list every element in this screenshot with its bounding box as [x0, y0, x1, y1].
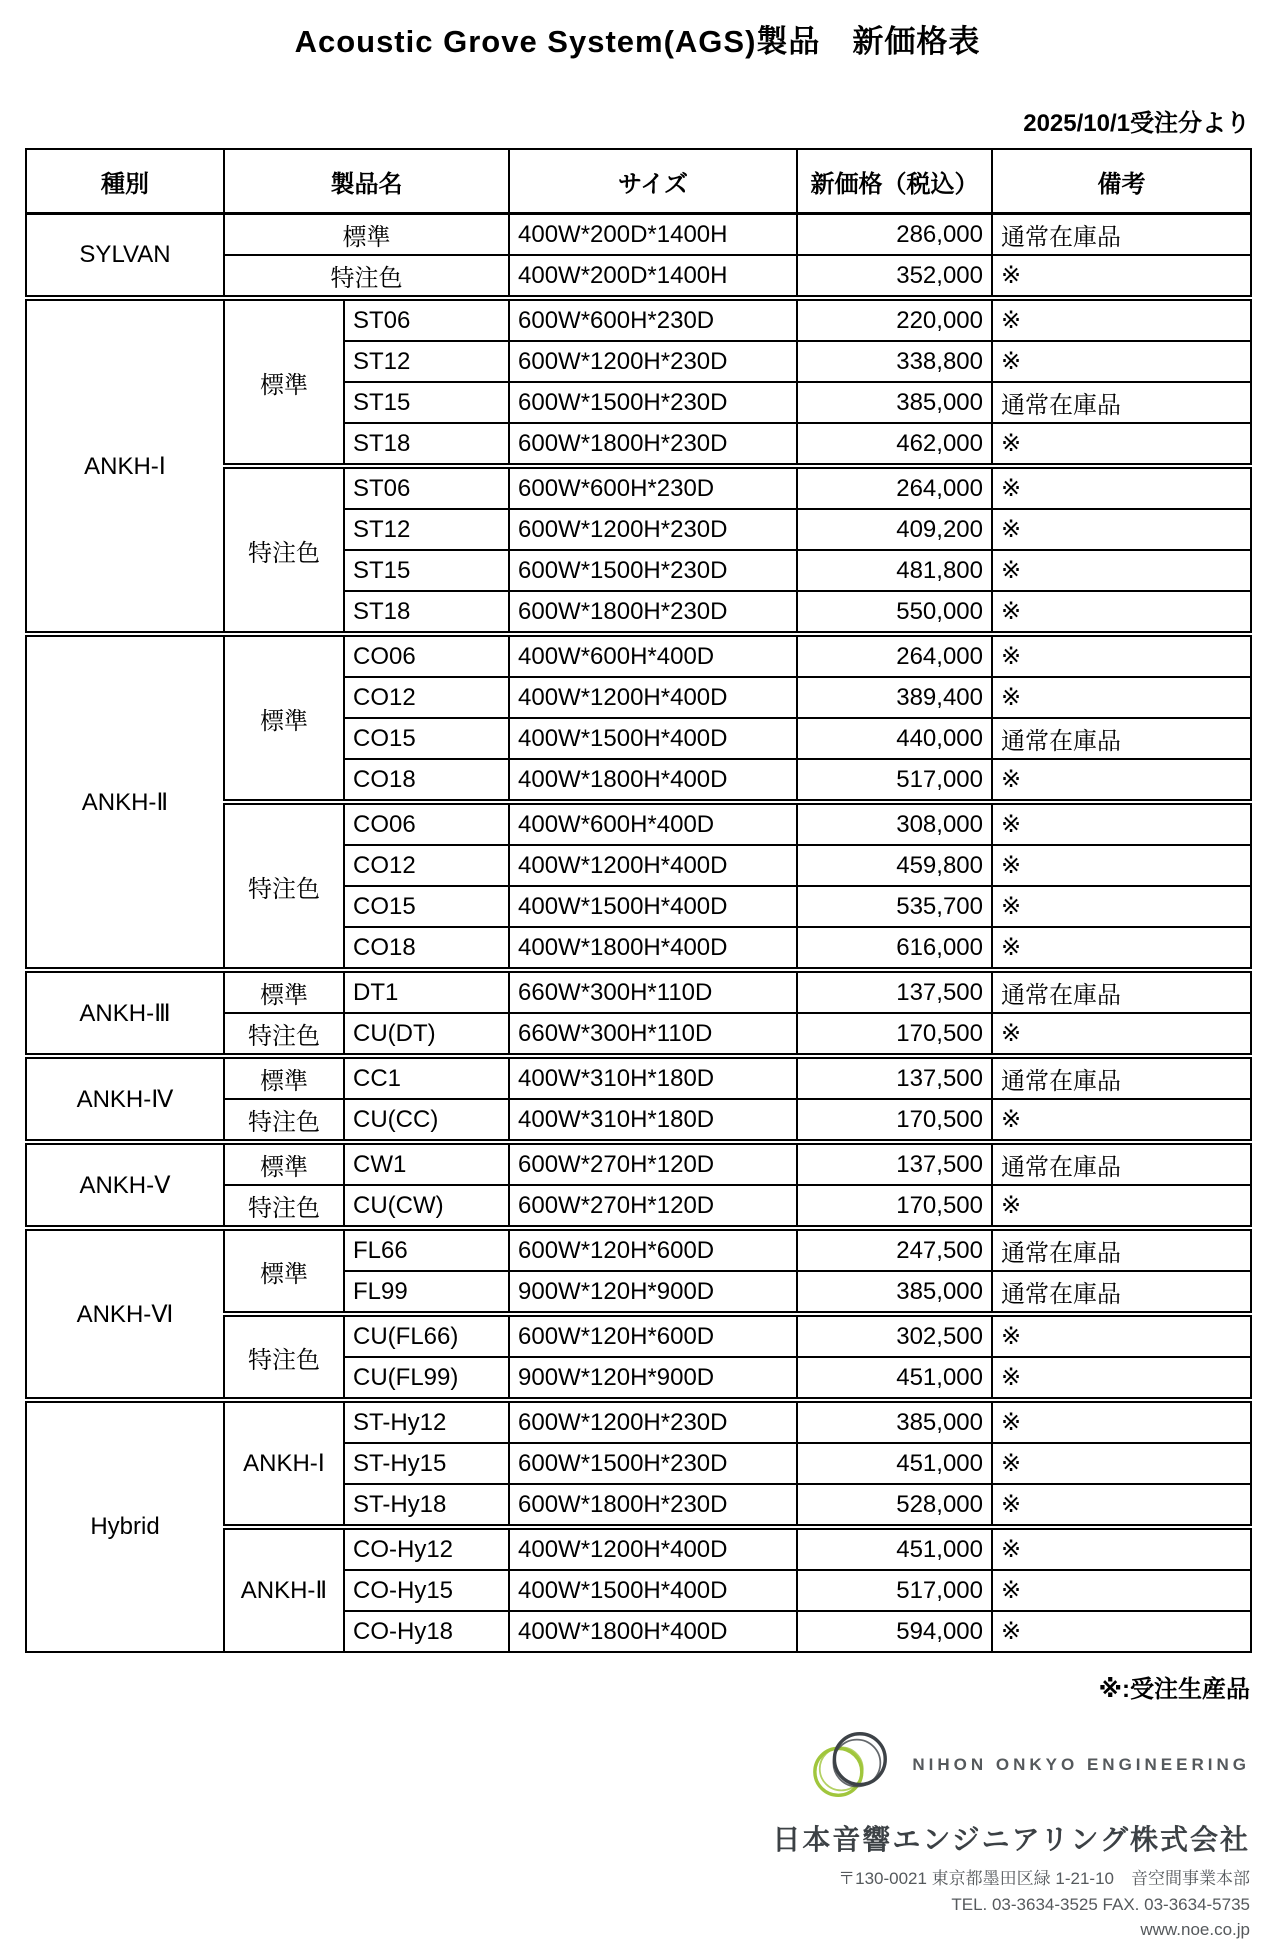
price-cell: 385,000 — [797, 1400, 992, 1443]
kind-cell: ANKH-Ⅰ — [26, 298, 224, 634]
model-cell: CO06 — [344, 634, 509, 677]
company-address-block — [838, 1866, 1250, 1943]
model-cell: ST-Hy12 — [344, 1400, 509, 1443]
kind-cell: ANKH-Ⅳ — [26, 1056, 224, 1142]
size-cell: 600W*1500H*230D — [509, 382, 797, 423]
company-logo-icon — [808, 1722, 896, 1808]
note-cell: ※ — [992, 677, 1251, 718]
note-cell: ※ — [992, 1185, 1251, 1228]
note-cell: 通常在庫品 — [992, 1228, 1251, 1271]
model-cell: CO18 — [344, 927, 509, 970]
note-cell: 通常在庫品 — [992, 1056, 1251, 1099]
note-cell: 通常在庫品 — [992, 970, 1251, 1013]
price-cell: 462,000 — [797, 423, 992, 466]
grade-cell: 標準 — [224, 298, 344, 466]
price-cell: 517,000 — [797, 759, 992, 802]
col-header-product: 製品名 — [224, 149, 509, 214]
size-cell: 600W*120H*600D — [509, 1314, 797, 1357]
table-row — [26, 1056, 1251, 1099]
price-cell: 385,000 — [797, 382, 992, 423]
price-cell: 385,000 — [797, 1271, 992, 1314]
effective-date: 2025/10/1受注分より — [1023, 110, 1250, 137]
price-cell: 451,000 — [797, 1443, 992, 1484]
grade-cell: 標準 — [224, 1142, 344, 1185]
size-cell: 660W*300H*110D — [509, 1013, 797, 1056]
col-header-kind: 種別 — [26, 149, 224, 214]
grade-cell: ANKH-Ⅰ — [224, 1400, 344, 1527]
note-cell: 通常在庫品 — [992, 1271, 1251, 1314]
size-cell: 400W*310H*180D — [509, 1099, 797, 1142]
price-cell: 352,000 — [797, 255, 992, 298]
company-tel-fax: TEL. 03-3634-3525 FAX. 03-3634-5735 — [951, 1894, 1250, 1914]
model-cell: CU(FL99) — [344, 1357, 509, 1400]
note-cell: ※ — [992, 591, 1251, 634]
price-cell: 594,000 — [797, 1611, 992, 1652]
note-cell: ※ — [992, 759, 1251, 802]
kind-cell: SYLVAN — [26, 214, 224, 299]
size-cell: 400W*1500H*400D — [509, 1570, 797, 1611]
size-cell: 600W*600H*230D — [509, 298, 797, 341]
note-cell: ※ — [992, 927, 1251, 970]
price-cell: 550,000 — [797, 591, 992, 634]
note-cell: ※ — [992, 1314, 1251, 1357]
price-cell: 247,500 — [797, 1228, 992, 1271]
size-cell: 400W*1500H*400D — [509, 718, 797, 759]
note-cell: ※ — [992, 550, 1251, 591]
table-row — [26, 970, 1251, 1013]
size-cell: 600W*1800H*230D — [509, 1484, 797, 1527]
price-cell: 459,800 — [797, 845, 992, 886]
note-cell: ※ — [992, 1400, 1251, 1443]
price-cell: 137,500 — [797, 1142, 992, 1185]
price-cell: 137,500 — [797, 970, 992, 1013]
grade-cell: 標準 — [224, 1228, 344, 1314]
price-cell: 338,800 — [797, 341, 992, 382]
kind-cell: ANKH-Ⅵ — [26, 1228, 224, 1400]
table-row — [26, 298, 1251, 341]
col-header-size: サイズ — [509, 149, 797, 214]
note-cell: ※ — [992, 1611, 1251, 1652]
size-cell: 600W*120H*600D — [509, 1228, 797, 1271]
price-cell: 389,400 — [797, 677, 992, 718]
model-cell: CU(CC) — [344, 1099, 509, 1142]
price-cell: 440,000 — [797, 718, 992, 759]
page-title: Acoustic Grove System(AGS)製品 新価格表 — [294, 24, 981, 59]
table-row — [26, 1400, 1251, 1443]
size-cell: 400W*600H*400D — [509, 634, 797, 677]
model-cell: ST15 — [344, 382, 509, 423]
size-cell: 600W*1800H*230D — [509, 591, 797, 634]
model-cell: CO06 — [344, 802, 509, 845]
grade-cell: 特注色 — [224, 802, 344, 970]
note-cell: ※ — [992, 845, 1251, 886]
made-to-order-legend: ※:受注生産品 — [1098, 1676, 1250, 1703]
model-cell: CC1 — [344, 1056, 509, 1099]
note-cell: ※ — [992, 1484, 1251, 1527]
price-cell: 302,500 — [797, 1314, 992, 1357]
model-cell: FL99 — [344, 1271, 509, 1314]
note-cell: ※ — [992, 423, 1251, 466]
note-cell: ※ — [992, 886, 1251, 927]
content-area — [25, 0, 1250, 1943]
kind-cell: Hybrid — [26, 1400, 224, 1652]
note-cell: 通常在庫品 — [992, 382, 1251, 423]
size-cell: 400W*1800H*400D — [509, 759, 797, 802]
price-cell: 286,000 — [797, 214, 992, 256]
table-row — [26, 214, 1251, 256]
size-cell: 600W*270H*120D — [509, 1185, 797, 1228]
price-cell: 170,500 — [797, 1013, 992, 1056]
price-cell: 535,700 — [797, 886, 992, 927]
size-cell: 600W*270H*120D — [509, 1142, 797, 1185]
note-cell: ※ — [992, 802, 1251, 845]
grade-cell: 標準 — [224, 970, 344, 1013]
note-cell: 通常在庫品 — [992, 214, 1251, 256]
model-cell: DT1 — [344, 970, 509, 1013]
price-cell: 409,200 — [797, 509, 992, 550]
model-cell: ST12 — [344, 341, 509, 382]
size-cell: 400W*1200H*400D — [509, 845, 797, 886]
model-cell: ST18 — [344, 591, 509, 634]
size-cell: 900W*120H*900D — [509, 1271, 797, 1314]
note-cell: ※ — [992, 634, 1251, 677]
model-cell: ST-Hy15 — [344, 1443, 509, 1484]
model-cell: CW1 — [344, 1142, 509, 1185]
size-cell: 400W*1500H*400D — [509, 886, 797, 927]
model-cell: ST-Hy18 — [344, 1484, 509, 1527]
col-header-price: 新価格（税込） — [797, 149, 992, 214]
model-cell: ST15 — [344, 550, 509, 591]
model-cell: CO18 — [344, 759, 509, 802]
note-cell: ※ — [992, 1527, 1251, 1570]
company-logo-text: NIHON ONKYO ENGINEERING — [912, 1755, 1250, 1774]
table-row — [26, 1228, 1251, 1271]
model-cell: ST06 — [344, 466, 509, 509]
model-cell: CO12 — [344, 677, 509, 718]
note-cell: ※ — [992, 1570, 1251, 1611]
price-table — [25, 148, 1252, 1653]
price-cell: 528,000 — [797, 1484, 992, 1527]
price-cell: 481,800 — [797, 550, 992, 591]
model-cell: CO15 — [344, 886, 509, 927]
price-cell: 264,000 — [797, 634, 992, 677]
logo-row — [808, 1722, 1250, 1808]
table-row — [26, 1142, 1251, 1185]
table-row — [26, 634, 1251, 677]
price-cell: 451,000 — [797, 1357, 992, 1400]
note-cell: ※ — [992, 466, 1251, 509]
price-cell: 451,000 — [797, 1527, 992, 1570]
price-cell: 308,000 — [797, 802, 992, 845]
header-row — [26, 149, 1251, 214]
size-cell: 400W*200D*1400H — [509, 255, 797, 298]
grade-cell: 特注色 — [224, 466, 344, 634]
price-cell: 616,000 — [797, 927, 992, 970]
note-cell: ※ — [992, 509, 1251, 550]
kind-cell: ANKH-Ⅱ — [26, 634, 224, 970]
size-cell: 600W*1200H*230D — [509, 509, 797, 550]
grade-cell: 標準 — [224, 634, 344, 802]
note-cell: ※ — [992, 341, 1251, 382]
price-cell: 170,500 — [797, 1185, 992, 1228]
model-cell: CO-Hy12 — [344, 1527, 509, 1570]
grade-cell: ANKH-Ⅱ — [224, 1527, 344, 1652]
size-cell: 600W*1500H*230D — [509, 550, 797, 591]
size-cell: 400W*200D*1400H — [509, 214, 797, 256]
price-cell: 220,000 — [797, 298, 992, 341]
size-cell: 600W*1500H*230D — [509, 1443, 797, 1484]
size-cell: 400W*1800H*400D — [509, 927, 797, 970]
note-cell: ※ — [992, 298, 1251, 341]
note-cell: ※ — [992, 1443, 1251, 1484]
model-cell: CU(FL66) — [344, 1314, 509, 1357]
company-address: 〒130-0021 東京都墨田区緑 1-21-10 音空間事業本部 — [838, 1869, 1250, 1888]
company-name: 日本音響エンジニアリング株式会社 — [772, 1824, 1250, 1855]
size-cell: 400W*1200H*400D — [509, 677, 797, 718]
grade-cell: 特注色 — [224, 1099, 344, 1142]
note-cell: 通常在庫品 — [992, 718, 1251, 759]
price-cell: 517,000 — [797, 1570, 992, 1611]
grade-cell: 特注色 — [224, 1314, 344, 1400]
kind-cell: ANKH-Ⅲ — [26, 970, 224, 1056]
company-footer — [25, 1722, 1250, 1943]
size-cell: 400W*1200H*400D — [509, 1527, 797, 1570]
size-cell: 600W*600H*230D — [509, 466, 797, 509]
size-cell: 660W*300H*110D — [509, 970, 797, 1013]
model-cell: CO12 — [344, 845, 509, 886]
size-cell: 400W*600H*400D — [509, 802, 797, 845]
grade-cell: 特注色 — [224, 255, 509, 298]
model-cell: CO15 — [344, 718, 509, 759]
price-cell: 137,500 — [797, 1056, 992, 1099]
size-cell: 400W*1800H*400D — [509, 1611, 797, 1652]
model-cell: ST18 — [344, 423, 509, 466]
model-cell: CU(DT) — [344, 1013, 509, 1056]
size-cell: 600W*1200H*230D — [509, 1400, 797, 1443]
note-cell: ※ — [992, 255, 1251, 298]
model-cell: FL66 — [344, 1228, 509, 1271]
col-header-note: 備考 — [992, 149, 1251, 214]
size-cell: 600W*1200H*230D — [509, 341, 797, 382]
price-cell: 264,000 — [797, 466, 992, 509]
company-url: www.noe.co.jp — [1140, 1920, 1250, 1939]
note-cell: ※ — [992, 1013, 1251, 1056]
size-cell: 400W*310H*180D — [509, 1056, 797, 1099]
note-cell: 通常在庫品 — [992, 1142, 1251, 1185]
grade-cell: 特注色 — [224, 1185, 344, 1228]
model-cell: CO-Hy15 — [344, 1570, 509, 1611]
model-cell: CO-Hy18 — [344, 1611, 509, 1652]
grade-cell: 特注色 — [224, 1013, 344, 1056]
size-cell: 900W*120H*900D — [509, 1357, 797, 1400]
grade-cell: 標準 — [224, 1056, 344, 1099]
model-cell: ST12 — [344, 509, 509, 550]
model-cell: ST06 — [344, 298, 509, 341]
model-cell: CU(CW) — [344, 1185, 509, 1228]
note-cell: ※ — [992, 1099, 1251, 1142]
grade-cell: 標準 — [224, 214, 509, 256]
size-cell: 600W*1800H*230D — [509, 423, 797, 466]
price-cell: 170,500 — [797, 1099, 992, 1142]
note-cell: ※ — [992, 1357, 1251, 1400]
kind-cell: ANKH-Ⅴ — [26, 1142, 224, 1228]
